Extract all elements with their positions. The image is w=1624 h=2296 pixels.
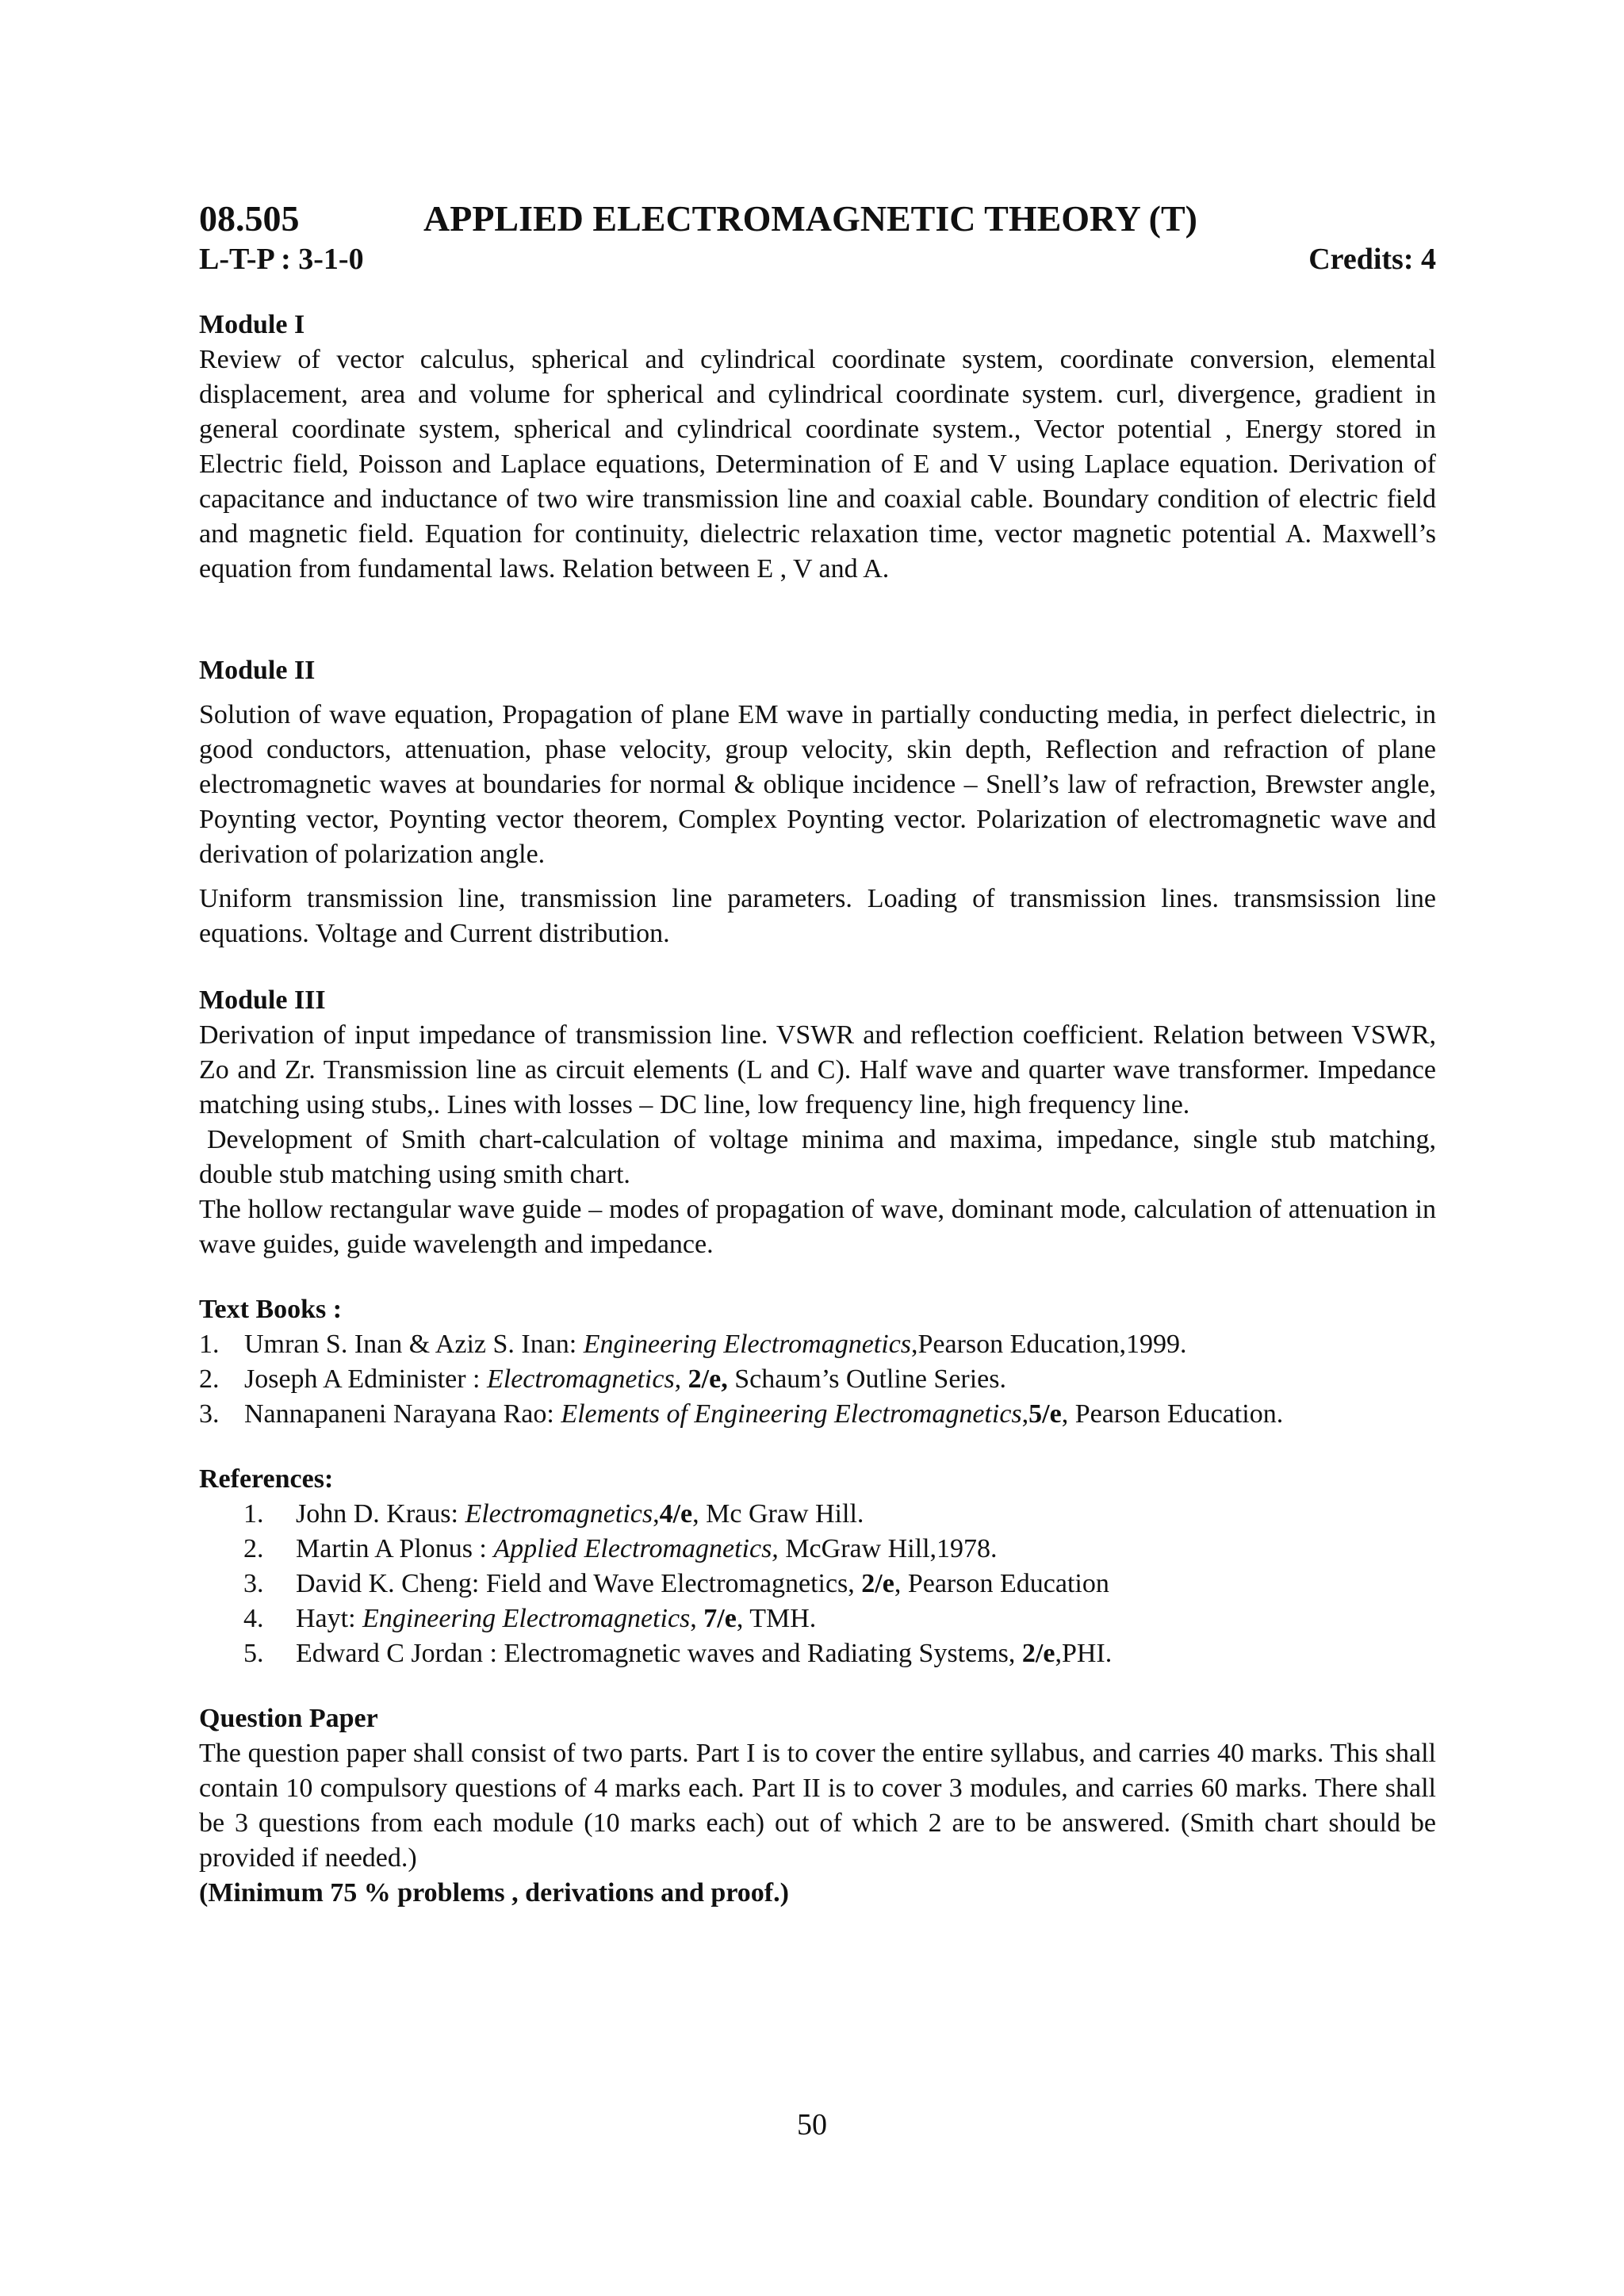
- list-number: 1.: [243, 1499, 264, 1529]
- separator: ,: [653, 1499, 660, 1529]
- module-1-text: Review of vector calculus, spherical and cylindrical coordinate system, coordinate conversion, elemental displacement, area and volume for spherical and cylindrical coordinate system. curl, divergence, gradient in general coordinate system, spherical and cylindrical coordinate system., Vector potential , Energy stored in Electric field, Poisson and Laplace equations, Determination of E and V using Laplace equation. Derivation of capacitance and inductance of two wire transmission line and coaxial cable. Boundary condition of electric field and magnetic field. Equation for continuity, dielectric relaxation time, vector magnetic potential A. Maxwell’s equation from fundamental laws. Relation between E , V and A.: [199, 345, 1436, 584]
- ltp-label: L-T-P : 3-1-0: [199, 243, 364, 276]
- book-edition: 7/e: [703, 1604, 737, 1633]
- list-number: 4.: [243, 1604, 264, 1633]
- question-paper-text: The question paper shall consist of two parts. Part I is to cover the entire syllabus, and carries 40 marks. This shall contain 10 compulsory questions of 4 marks each. Part II is to cover 3 modules, and carries 60 marks. There shall be 3 questions from each module (10 marks each) out of which 2 are to be answered. (Smith chart should be provided if needed.): [199, 1739, 1436, 1873]
- reference-item: [243, 1601, 1436, 1636]
- separator: ,: [1021, 1399, 1029, 1429]
- textbook-item: [199, 1397, 1436, 1432]
- book-title: Elements of Engineering Electromagnetics: [561, 1399, 1022, 1429]
- question-paper-heading: Question Paper: [199, 1704, 378, 1733]
- module-2-paragraph-1: Solution of wave equation, Propagation of plane EM wave in partially conducting media, in perfect dielectric, in good conductors, attenuation, phase velocity, group velocity, skin depth, Reflection and refraction of plane electromagnetic waves at boundaries for normal & oblique incidence – Snell’s law of refraction, Brewster angle, Poynting vector, Poynting vector theorem, Complex Poynting vector. Polarization of electromagnetic wave and derivation of polarization angle.: [199, 700, 1436, 869]
- book-author: Martin A Plonus :: [296, 1534, 494, 1563]
- list-number: 5.: [243, 1639, 264, 1668]
- references-list: [199, 1497, 1436, 1671]
- list-number: 3.: [243, 1569, 264, 1598]
- page-content: [199, 197, 1436, 1911]
- list-number: 3.: [199, 1399, 220, 1429]
- question-paper-note: (Minimum 75 % problems , derivations and proof.): [199, 1878, 789, 1908]
- book-edition: 2/e,: [688, 1364, 728, 1394]
- book-title: Engineering Electromagnetics: [583, 1330, 912, 1359]
- book-publisher: ,PHI.: [1055, 1639, 1113, 1668]
- module-3-heading: Module III: [199, 985, 326, 1015]
- reference-item: [243, 1636, 1436, 1671]
- book-publisher: , TMH.: [736, 1604, 817, 1633]
- book-publisher: , Pearson Education.: [1061, 1399, 1284, 1429]
- book-publisher: Schaum’s Outline Series.: [727, 1364, 1007, 1394]
- reference-item: [243, 1497, 1436, 1532]
- course-title: APPLIED ELECTROMAGNETIC THEORY (T): [423, 198, 1197, 239]
- book-edition: 5/e: [1028, 1399, 1062, 1429]
- textbooks-heading: Text Books :: [199, 1295, 343, 1324]
- book-author: Joseph A Edminister :: [244, 1364, 487, 1394]
- references-heading: References:: [199, 1464, 334, 1494]
- book-author: Edward C Jordan : Electromagnetic waves and Radiating Systems,: [296, 1639, 1022, 1668]
- course-title-row: [199, 197, 1436, 241]
- textbook-item: [199, 1362, 1436, 1397]
- page-number: 50: [797, 2108, 827, 2141]
- book-publisher: , Pearson Education: [894, 1569, 1109, 1598]
- textbooks-list: [199, 1327, 1436, 1432]
- book-edition: 4/e: [659, 1499, 693, 1529]
- book-author: John D. Kraus:: [296, 1499, 465, 1529]
- book-publisher: , Mc Graw Hill.: [692, 1499, 864, 1529]
- book-publisher: ,Pearson Education,1999.: [911, 1330, 1187, 1359]
- list-number: 2.: [199, 1364, 220, 1394]
- book-author: Umran S. Inan & Aziz S. Inan:: [244, 1330, 584, 1359]
- reference-item: [243, 1532, 1436, 1567]
- separator: ,: [690, 1604, 704, 1633]
- module-3-paragraph-1: Derivation of input impedance of transmission line. VSWR and reflection coefficient. Relation between VSWR, Zo and Zr. Transmission line as circuit elements (L and C). Half wave and quarter wave transformer. Impedance matching using stubs,. Lines with losses – DC line, low frequency line, high frequency line.: [199, 1020, 1436, 1119]
- book-publisher: McGraw Hill,1978.: [778, 1534, 998, 1563]
- module-2-heading: Module II: [199, 656, 316, 685]
- book-author: Hayt:: [296, 1604, 363, 1633]
- book-edition: 2/e: [1021, 1639, 1055, 1668]
- book-edition: 2/e: [861, 1569, 894, 1598]
- book-title: Electromagnetics: [465, 1499, 653, 1529]
- credits-label: Credits: 4: [1308, 243, 1436, 276]
- list-number: 2.: [243, 1534, 264, 1563]
- course-code: 08.505: [199, 198, 300, 239]
- book-title: Applied Electromagnetics,: [493, 1534, 779, 1563]
- textbook-item: [199, 1327, 1436, 1362]
- book-title: Electromagnetics,: [487, 1364, 688, 1394]
- module-2-paragraph-2: Uniform transmission line, transmission line parameters. Loading of transmission lines. transmsission line equations. Voltage and Current distribution.: [199, 884, 1436, 948]
- module-1-heading: Module I: [199, 310, 305, 339]
- book-author: David K. Cheng: Field and Wave Electromagnetics,: [296, 1569, 862, 1598]
- reference-item: [243, 1567, 1436, 1601]
- book-title: Engineering Electromagnetics: [362, 1604, 691, 1633]
- course-meta-row: [199, 241, 1436, 277]
- list-number: 1.: [199, 1330, 220, 1359]
- module-3-paragraph-2: Development of Smith chart-calculation of voltage minima and maxima, impedance, single stub matching, double stub matching using smith chart.: [199, 1125, 1436, 1189]
- book-author: Nannapaneni Narayana Rao:: [244, 1399, 561, 1429]
- module-3-paragraph-3: The hollow rectangular wave guide – modes of propagation of wave, dominant mode, calculation of attenuation in wave guides, guide wavelength and impedance.: [199, 1195, 1436, 1259]
